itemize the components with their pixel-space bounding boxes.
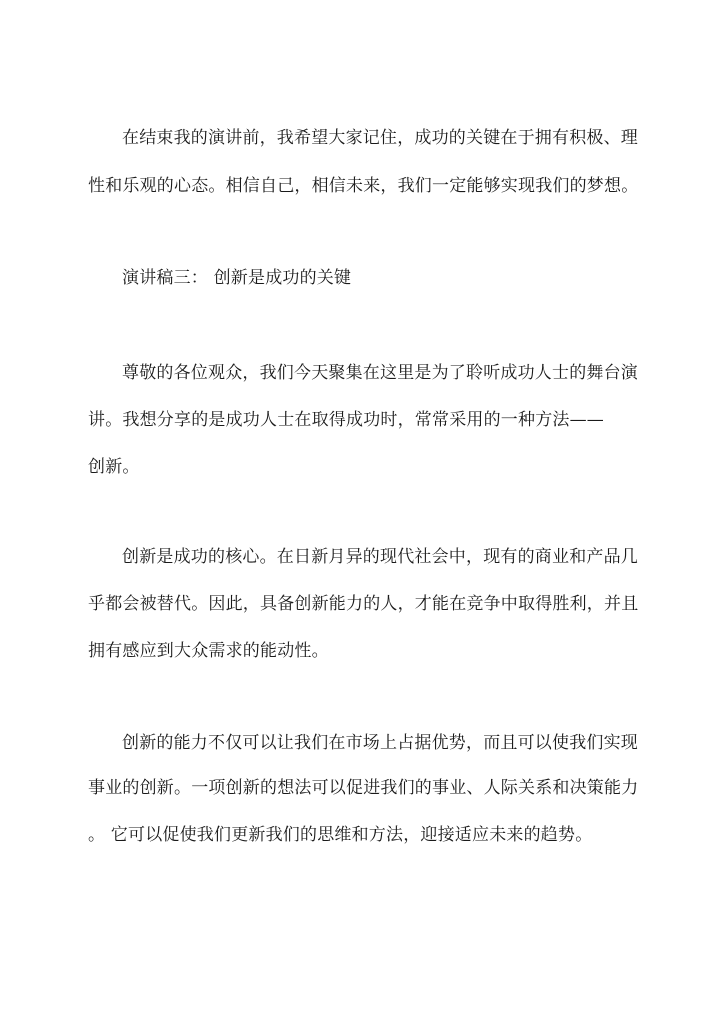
section-heading: 演讲稿三： 创新是成功的关键 xyxy=(122,268,352,288)
paragraph-5-line-3: 。 它可以促使我们更新我们的思维和方法，迎接适应未来的趋势。 xyxy=(88,825,593,845)
paragraph-4-line-2: 乎都会被替代。因此，具备创新能力的人，才能在竞争中取得胜利，并且 xyxy=(88,594,639,614)
paragraph-1-line-1: 在结束我的演讲前，我希望大家记住，成功的关键在于拥有积极、理 xyxy=(122,128,638,148)
paragraph-4-line-3: 拥有感应到大众需求的能动性。 xyxy=(88,641,329,661)
paragraph-3-line-3: 创新。 xyxy=(88,457,140,477)
paragraph-3-line-1: 尊敬的各位观众，我们今天聚集在这里是为了聆听成功人士的舞台演 xyxy=(122,363,638,383)
paragraph-5-line-2: 事业的创新。一项创新的想法可以促进我们的事业、人际关系和决策能力 xyxy=(88,778,639,798)
paragraph-1-line-2: 性和乐观的心态。相信自己，相信未来，我们一定能够实现我们的梦想。 xyxy=(88,176,639,196)
paragraph-4-line-1: 创新是成功的核心。在日新月异的现代社会中，现有的商业和产品几 xyxy=(122,547,638,567)
paragraph-3-line-2: 讲。我想分享的是成功人士在取得成功时，常常采用的一种方法—— xyxy=(88,410,604,430)
paragraph-5-line-1: 创新的能力不仅可以让我们在市场上占据优势，而且可以使我们实现 xyxy=(122,733,638,753)
